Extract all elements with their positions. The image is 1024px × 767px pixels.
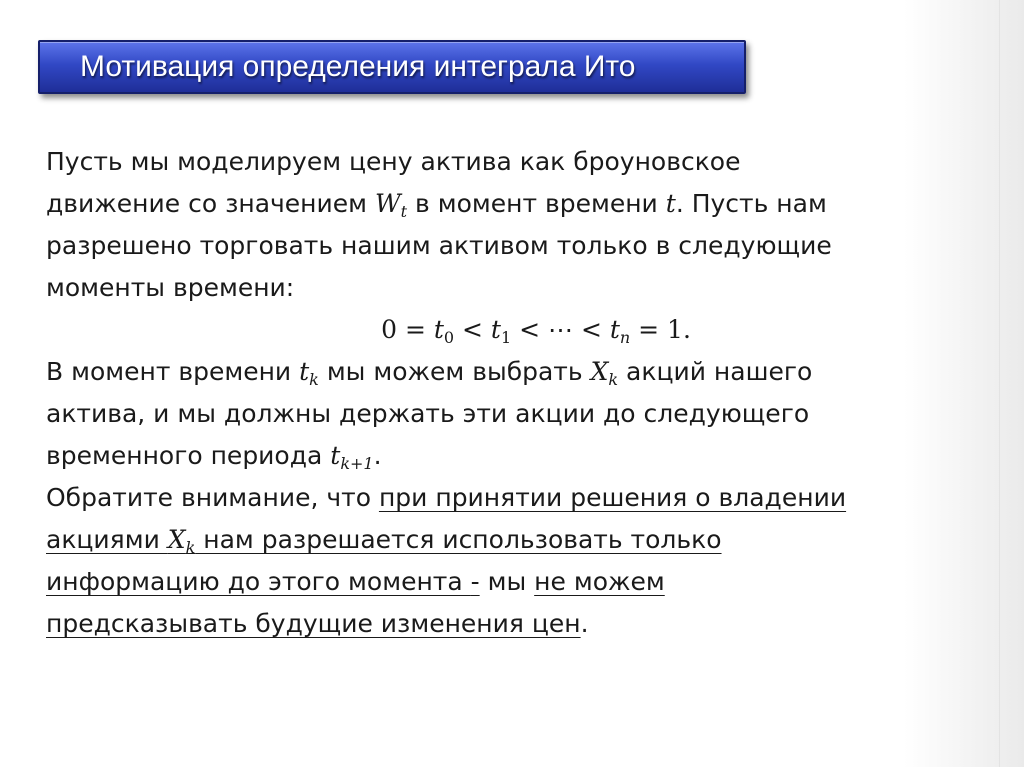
time-tk: $t_k$ — [299, 357, 319, 389]
paragraph-3-line-4: предсказывать будущие изменения цен. — [46, 609, 589, 638]
slide-title: Мотивация определения интеграла Ито — [80, 50, 636, 83]
time-variable: t — [665, 189, 676, 218]
time-partition-equation: $0 = t_0 < t_1$ < ⋯ < $t_n = 1$. — [381, 315, 691, 347]
paragraph-3-line-3: информацию до этого момента - мы не можем — [46, 567, 665, 596]
title-banner — [38, 40, 746, 94]
slide-edge-line — [999, 0, 1000, 767]
underlined-text: не можем — [534, 567, 665, 596]
paragraph-3-line-2 — [46, 519, 936, 561]
underlined-text: при принятии решения о владении — [378, 483, 847, 512]
paragraph-2-line-2: актива, и мы должны держать эти акции до следующего — [46, 399, 810, 428]
paragraph-1-line-3: разрешено торговать нашим активом только в следующие — [46, 231, 832, 260]
paragraph-1-line-1: Пусть мы моделируем цену актива как броуновское — [46, 147, 741, 176]
paragraph-1-line-4: моменты времени: — [46, 273, 295, 302]
paragraph-1-line-2: движение со значением $W_t$ в момент времени t. Пусть нам — [46, 189, 827, 221]
time-tk-plus-1: $t_{k+1}$ — [330, 441, 374, 473]
slide-body — [46, 141, 936, 645]
paragraph-3-line-1: Обратите внимание, что при принятии решения о владении — [46, 483, 847, 512]
underlined-text: информацию до этого момента - — [46, 567, 480, 596]
paragraph-2-line-3: временного периода $t_{k+1}$. — [46, 441, 382, 473]
shares-xk: $X_k$ — [590, 357, 619, 389]
underlined-text: акциями $X_k$ нам разрешается использовать только — [46, 525, 722, 557]
underlined-text: предсказывать будущие изменения цен — [46, 609, 581, 638]
paragraph-2-line-1: В момент времени $t_k$ мы можем выбрать $X_k$ акций нашего — [46, 357, 813, 389]
brownian-variable: $W_t$ — [374, 189, 408, 221]
